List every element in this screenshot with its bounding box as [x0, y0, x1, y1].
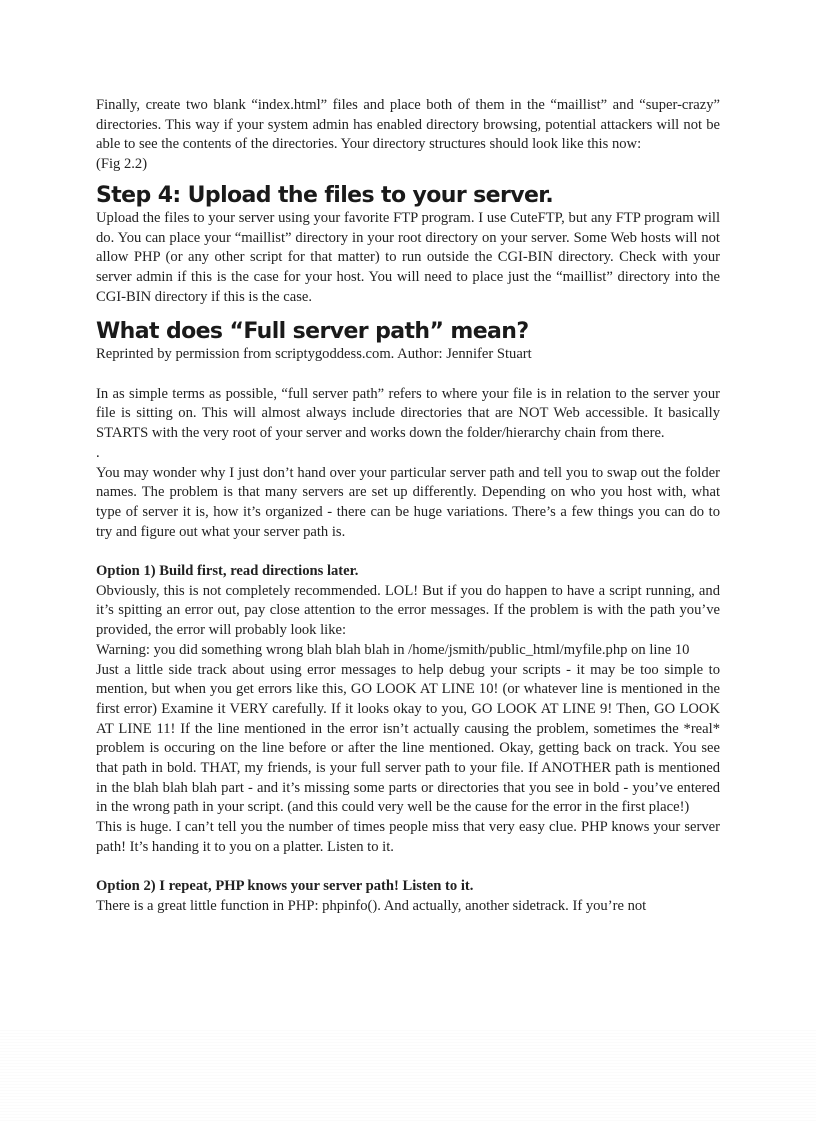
full-path-heading: What does “Full server path” mean? [96, 319, 529, 345]
spacer [96, 365, 720, 385]
figure-reference: (Fig 2.2) [96, 156, 148, 173]
stray-dot: . [96, 444, 100, 461]
spacer [96, 858, 720, 878]
option1-warning-example: Warning: you did something wrong blah blah blah in /home/jsmith/public_html/myfile.php on line 10 [96, 641, 690, 658]
credit-line: Reprinted by permission from scriptygoddess.com. Author: Jennifer Stuart [96, 346, 532, 363]
page-bottom-band [0, 1028, 816, 1123]
full-path-paragraph-1: In as simple terms as possible, “full server path” refers to where your file is in relation to the server your file is sitting on. This will almost always include directories that are NOT Web accessible. It basically STARTS with the very root of your server and works down the folder/hierarchy chain from there. [96, 385, 720, 442]
option2-title: Option 2) I repeat, PHP knows your server path! Listen to it. [96, 878, 474, 895]
step4-paragraph: Upload the files to your server using your favorite FTP program. I use CuteFTP, but any FTP program will do. You can place your “maillist” directory in your root directory on your server. Some Web hosts will not allow PHP (or any other script for that matter) to run outside the CGI-BIN directory. Check with your server admin if this is the case for your host. You will need to place just the “maillist” directory into the CGI-BIN directory if this is the case. [96, 209, 720, 305]
option1-paragraph-1: Obviously, this is not completely recommended. LOL! But if you do happen to have a script running, and it’s spitting an error out, pay close attention to the error messages. If the problem is with the path you’ve provided, the error will probably look like: [96, 582, 720, 639]
full-path-paragraph-2: You may wonder why I just don’t hand over your particular server path and tell you to swap out the folder names. The problem is that many servers are set up differently. Depending on who you host with, what type of server it is, how it’s organized - there can be huge variations. There’s a few things you can do to try and figure out what your server path is. [96, 464, 720, 540]
intro-paragraph: Finally, create two blank “index.html” files and place both of them in the “maillist” and “super-crazy” directories. This way if your system admin has enabled directory browsing, potential attackers will not be able to see the contents of the directories. Your directory structures should look like this now: [96, 97, 720, 153]
step4-heading: Step 4: Upload the files to your server. [96, 182, 554, 208]
option1-paragraph-3: This is huge. I can’t tell you the number of times people miss that very easy clue. PHP knows your server path! It’s handing it to you on a platter. Listen to it. [96, 819, 720, 855]
spacer [96, 542, 720, 562]
option2-paragraph-1: There is a great little function in PHP: phpinfo(). And actually, another sidetrack. If you’re not [96, 897, 647, 914]
document-page [96, 96, 720, 917]
option1-title: Option 1) Build first, read directions later. [96, 563, 359, 580]
option1-paragraph-2: Just a little side track about using error messages to help debug your scripts - it may be too simple to mention, but when you get errors like this, GO LOOK AT LINE 10! (or whatever line is mentioned in the first error) Examine it VERY carefully. If it looks okay to you, GO LOOK AT LINE 9! Then, GO LOOK AT LINE 11! If the line mentioned in the error isn’t actually causing the problem, sometimes the *real* problem is occuring on the line before or after the line mentioned. Okay, getting back on track. You see that path in bold. THAT, my friends, is your full server path to your file. If ANOTHER path is mentioned in the blah blah blah part - and it’s missing some parts or directories that you see in bold - you’ve entered in the wrong path in your script. (and this could very well be the cause for the error in the first place!) [96, 661, 720, 816]
